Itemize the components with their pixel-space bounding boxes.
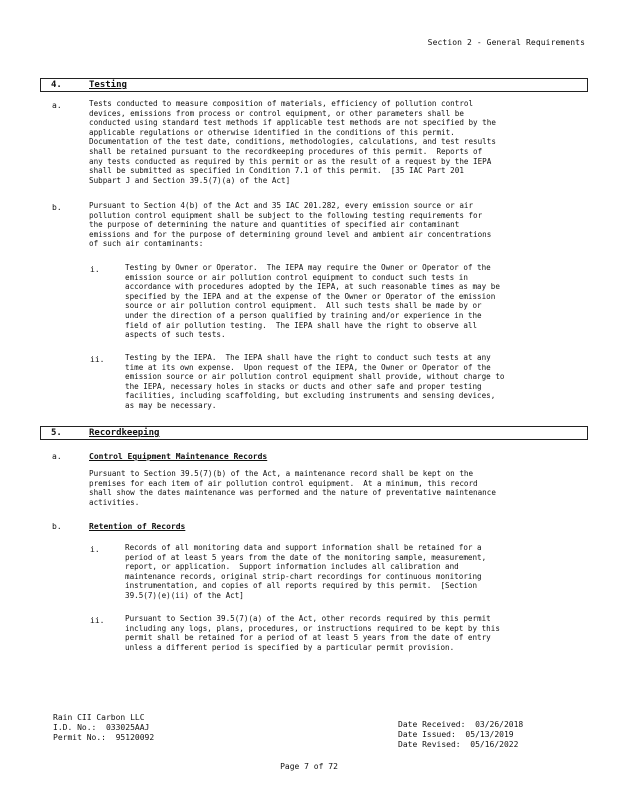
section-5-title: Recordkeeping <box>89 428 160 438</box>
item-4a-label: a. <box>52 101 62 110</box>
item-5a-heading: Control Equipment Maintenance Records <box>89 452 268 461</box>
section-4-number: 4. <box>51 80 62 90</box>
item-5a-text: Pursuant to Section 39.5(7)(b) of the Act, a maintenance record shall be kept on the premises for each item of air pollution control equipment. At a minimum, this record shall show the dates maintenance was performed and the nature of preventative maintenance activities. <box>89 469 496 507</box>
section-5-number: 5. <box>51 428 62 438</box>
item-5b-i-text: Records of all monitoring data and support information shall be retained for a period of at least 5 years from the date of the monitoring sample, measurement, report, or application. Support information includes all calibration and maintenance records, original strip-chart recordings for continuous monitoring instrumentation, and copies of all reports required by this permit. [Section 39.5(7)(e)(ii) of the Act] <box>125 543 487 600</box>
section-4-title: Testing <box>89 80 127 90</box>
item-5a-label: a. <box>52 452 62 461</box>
section-4-header <box>40 78 588 92</box>
item-4b-i-label: i. <box>90 265 100 274</box>
item-4b-i-text: Testing by Owner or Operator. The IEPA may require the Owner or Operator of the emission source or air pollution control equipment to conduct such tests in accordance with procedures adopted by the IEPA, at such reasonable times as may be specified by the IEPA and at the expense of the Owner or Operator of the emission source or air pollution control equipment. All such tests shall be made by or under the direction of a person qualified by training and/or experience in the field of air pollution testing. The IEPA shall have the right to observe all aspects of such tests. <box>125 263 500 340</box>
item-4b-text: Pursuant to Section 4(b) of the Act and 35 IAC 201.282, every emission source or air pollution control equipment shall be subject to the following testing requirements for the purpose of determining the nature and quantities of specified air contaminant emissions and for the purpose of determining ground level and ambient air concentrations of such air contaminants: <box>89 201 492 249</box>
item-5b-ii-label: ii. <box>90 616 105 625</box>
item-5b-label: b. <box>52 522 62 531</box>
item-5b-ii-text: Pursuant to Section 39.5(7)(a) of the Act, other records required by this permit including any logs, plans, procedures, or instructions required to be kept by this permit shall be retained for a period of at least 5 years from the date of entry unless a different period is specified by a particular permit provision. <box>125 614 500 652</box>
footer-dates: Date Received: 03/26/2018 Date Issued: 05/13/2019 Date Revised: 05/16/2022 <box>398 720 524 749</box>
item-4b-label: b. <box>52 203 62 212</box>
page-number: Page 7 of 72 <box>280 762 338 771</box>
item-4b-ii-text: Testing by the IEPA. The IEPA shall have the right to conduct such tests at any time at its own expense. Upon request of the IEPA, the Owner or Operator of the emission source or air pollution control equipment shall provide, without charge to the IEPA, necessary holes in stacks or ducts and other safe and proper testing facilities, including scaffolding, but excluding instruments and sensing devices, as may be necessary. <box>125 353 505 410</box>
item-4a-text: Tests conducted to measure composition of materials, efficiency of pollution control devices, emissions from process or control equipment, or other parameters shall be conducted using standard test methods if applicable test methods are not specified by the applicable regulations or otherwise identified in the conditions of this permit. Documentation of the test date, conditions, methodologies, calculations, and test results shall be retained pursuant to the recordkeeping procedures of this permit. Reports of any tests conducted as required by this permit or as the result of a request by the IEPA shall be submitted as specified in Condition 7.1 of this permit. [35 IAC Part 201 Subpart J and Section 39.5(7)(a) of the Act] <box>89 99 496 185</box>
section-5-header <box>40 426 588 440</box>
item-5b-i-label: i. <box>90 545 100 554</box>
footer-permittee-info: Rain CII Carbon LLC I.D. No.: 033025AAJ Permit No.: 95120092 <box>53 713 155 742</box>
item-4b-ii-label: ii. <box>90 355 105 364</box>
item-5b-heading: Retention of Records <box>89 522 186 531</box>
running-header: Section 2 - General Requirements <box>427 38 585 47</box>
